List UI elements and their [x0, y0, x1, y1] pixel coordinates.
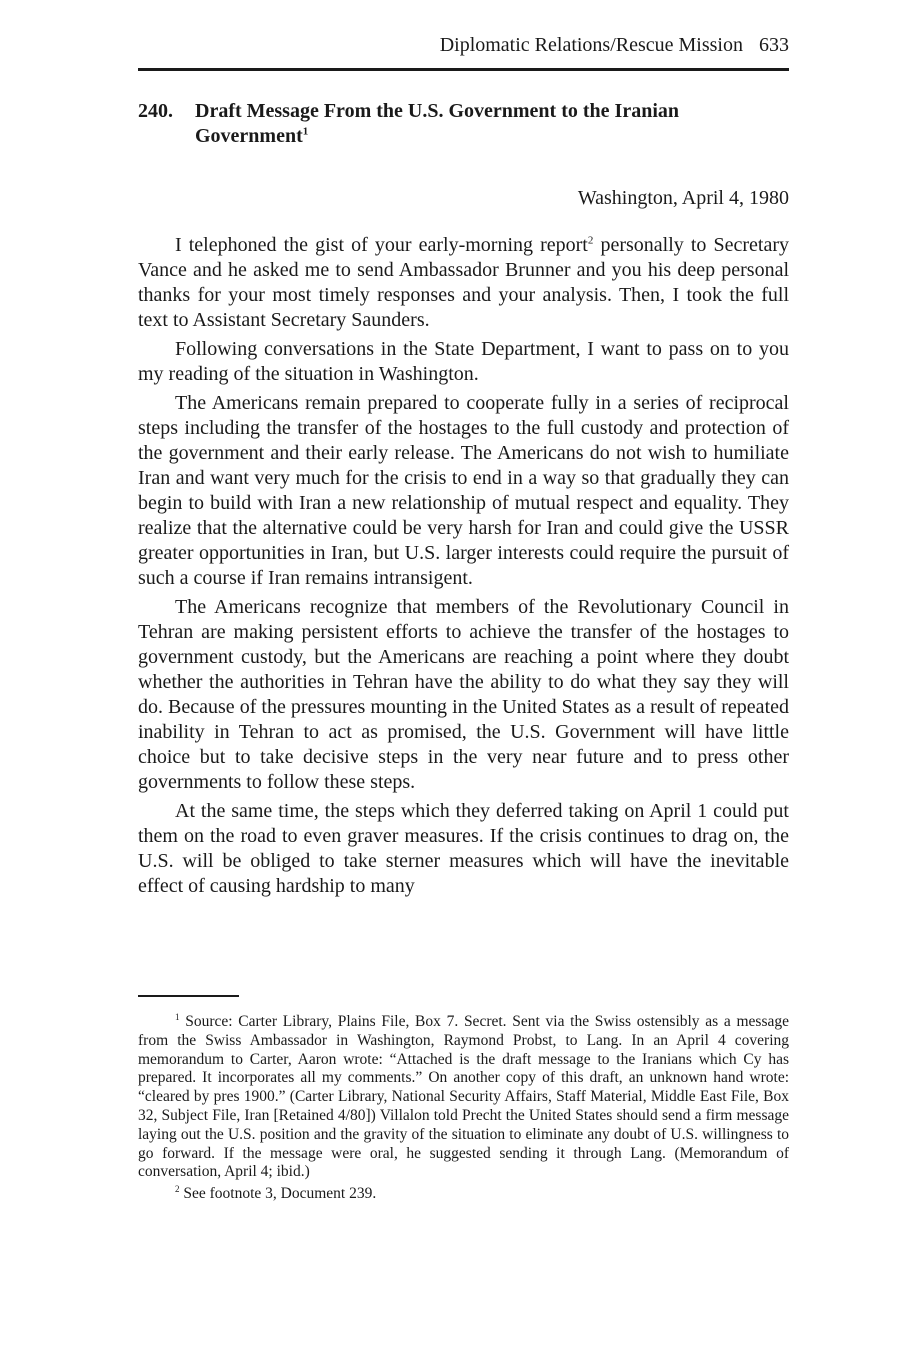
page-number: 633	[759, 34, 789, 56]
footnote	[138, 1185, 789, 1204]
dateline: Washington, April 4, 1980	[577, 187, 789, 209]
paragraph-text: personally to Secretary Vance and he asked me to send Ambassador Brunner and you his deep personal thanks for your most timely responses and your analysis. Then, I took the full text to Assistant Secretary Saunders.	[138, 234, 790, 331]
footnote-mark: 2	[175, 1184, 180, 1195]
footnotes	[138, 1013, 789, 1207]
footnote-ref[interactable]: 2	[587, 234, 594, 247]
body-paragraph: Following conversations in the State Department, I want to pass on to you my reading of the situation in Washington.	[138, 338, 789, 385]
body-paragraph	[138, 233, 789, 333]
footnote	[138, 1013, 789, 1182]
document-title	[195, 99, 789, 149]
footnote-mark: 1	[175, 1011, 180, 1022]
footnote-text: See footnote 3, Document 239.	[179, 1185, 377, 1203]
footnote-text: Source: Carter Library, Plains File, Box 7. Secret. Sent via the Swiss ostensibly as a message from the Swiss Ambassador in Washington, Raymond Probst, to Lang. In an April 4 covering memorandum to Carter, Aaron wrote: “Attached is the draft message to the Iranians which Cy has prepared. It incorporates all my comments.” On another copy of this draft, an unknown hand wrote: “cleared by pres 1900.” (Carter Library, National Security Affairs, Staff Material, Middle East File, Box 32, Subject File, Iran [Retained 4/80]) Villalon told Precht the United States should send a firm message laying out the U.S. position and the gravity of the situation to eliminate any doubt of U.S. willingness to go forward. If the message were oral, he suggested sending it through Lang. (Memorandum of conversation, April 4; ibid.)	[138, 1013, 789, 1181]
document-heading	[138, 99, 789, 149]
running-title: Diplomatic Relations/Rescue Mission	[439, 34, 743, 56]
body-paragraph: The Americans recognize that members of the Revolutionary Council in Tehran are making persistent efforts to achieve the transfer of the hostages to government custody, but the Americans are reaching a point where they doubt whether the authorities in Tehran have the ability to do what they say they will do. Because of the pressures mounting in the United States as a result of repeated inability in Tehran to act as promised, the U.S. Government will have little choice but to take decisive steps in the very near future and to press other governments to follow these steps.	[138, 596, 789, 793]
document-number: 240.	[138, 100, 173, 122]
document-body	[138, 233, 789, 903]
footnote-ref[interactable]: 1	[302, 125, 309, 138]
header-rule	[138, 68, 789, 71]
footnote-rule	[138, 995, 239, 997]
body-paragraph: The Americans remain prepared to cooperate fully in a series of reciprocal steps including the transfer of the hostages to the full custody and protection of the government and their early release. The Americans do not wish to humiliate Iran and want very much for the crisis to end in a way so that gradually they can begin to build with Iran a new relationship of mutual respect and equality. They realize that the alternative could be very harsh for Iran and could give the USSR greater opportunities in Iran, but U.S. larger interests could require the pursuit of such a course if Iran remains intransigent.	[138, 392, 789, 589]
paragraph-text: I telephoned the gist of your early-morning report	[175, 234, 588, 256]
running-head	[138, 34, 789, 57]
document-title-text: Draft Message From the U.S. Government to the Iranian Government	[195, 100, 679, 147]
body-paragraph: At the same time, the steps which they deferred taking on April 1 could put them on the road to even graver measures. If the crisis continues to drag on, the U.S. will be obliged to take sterner measures which will have the inevitable effect of causing hardship to many	[138, 800, 789, 897]
